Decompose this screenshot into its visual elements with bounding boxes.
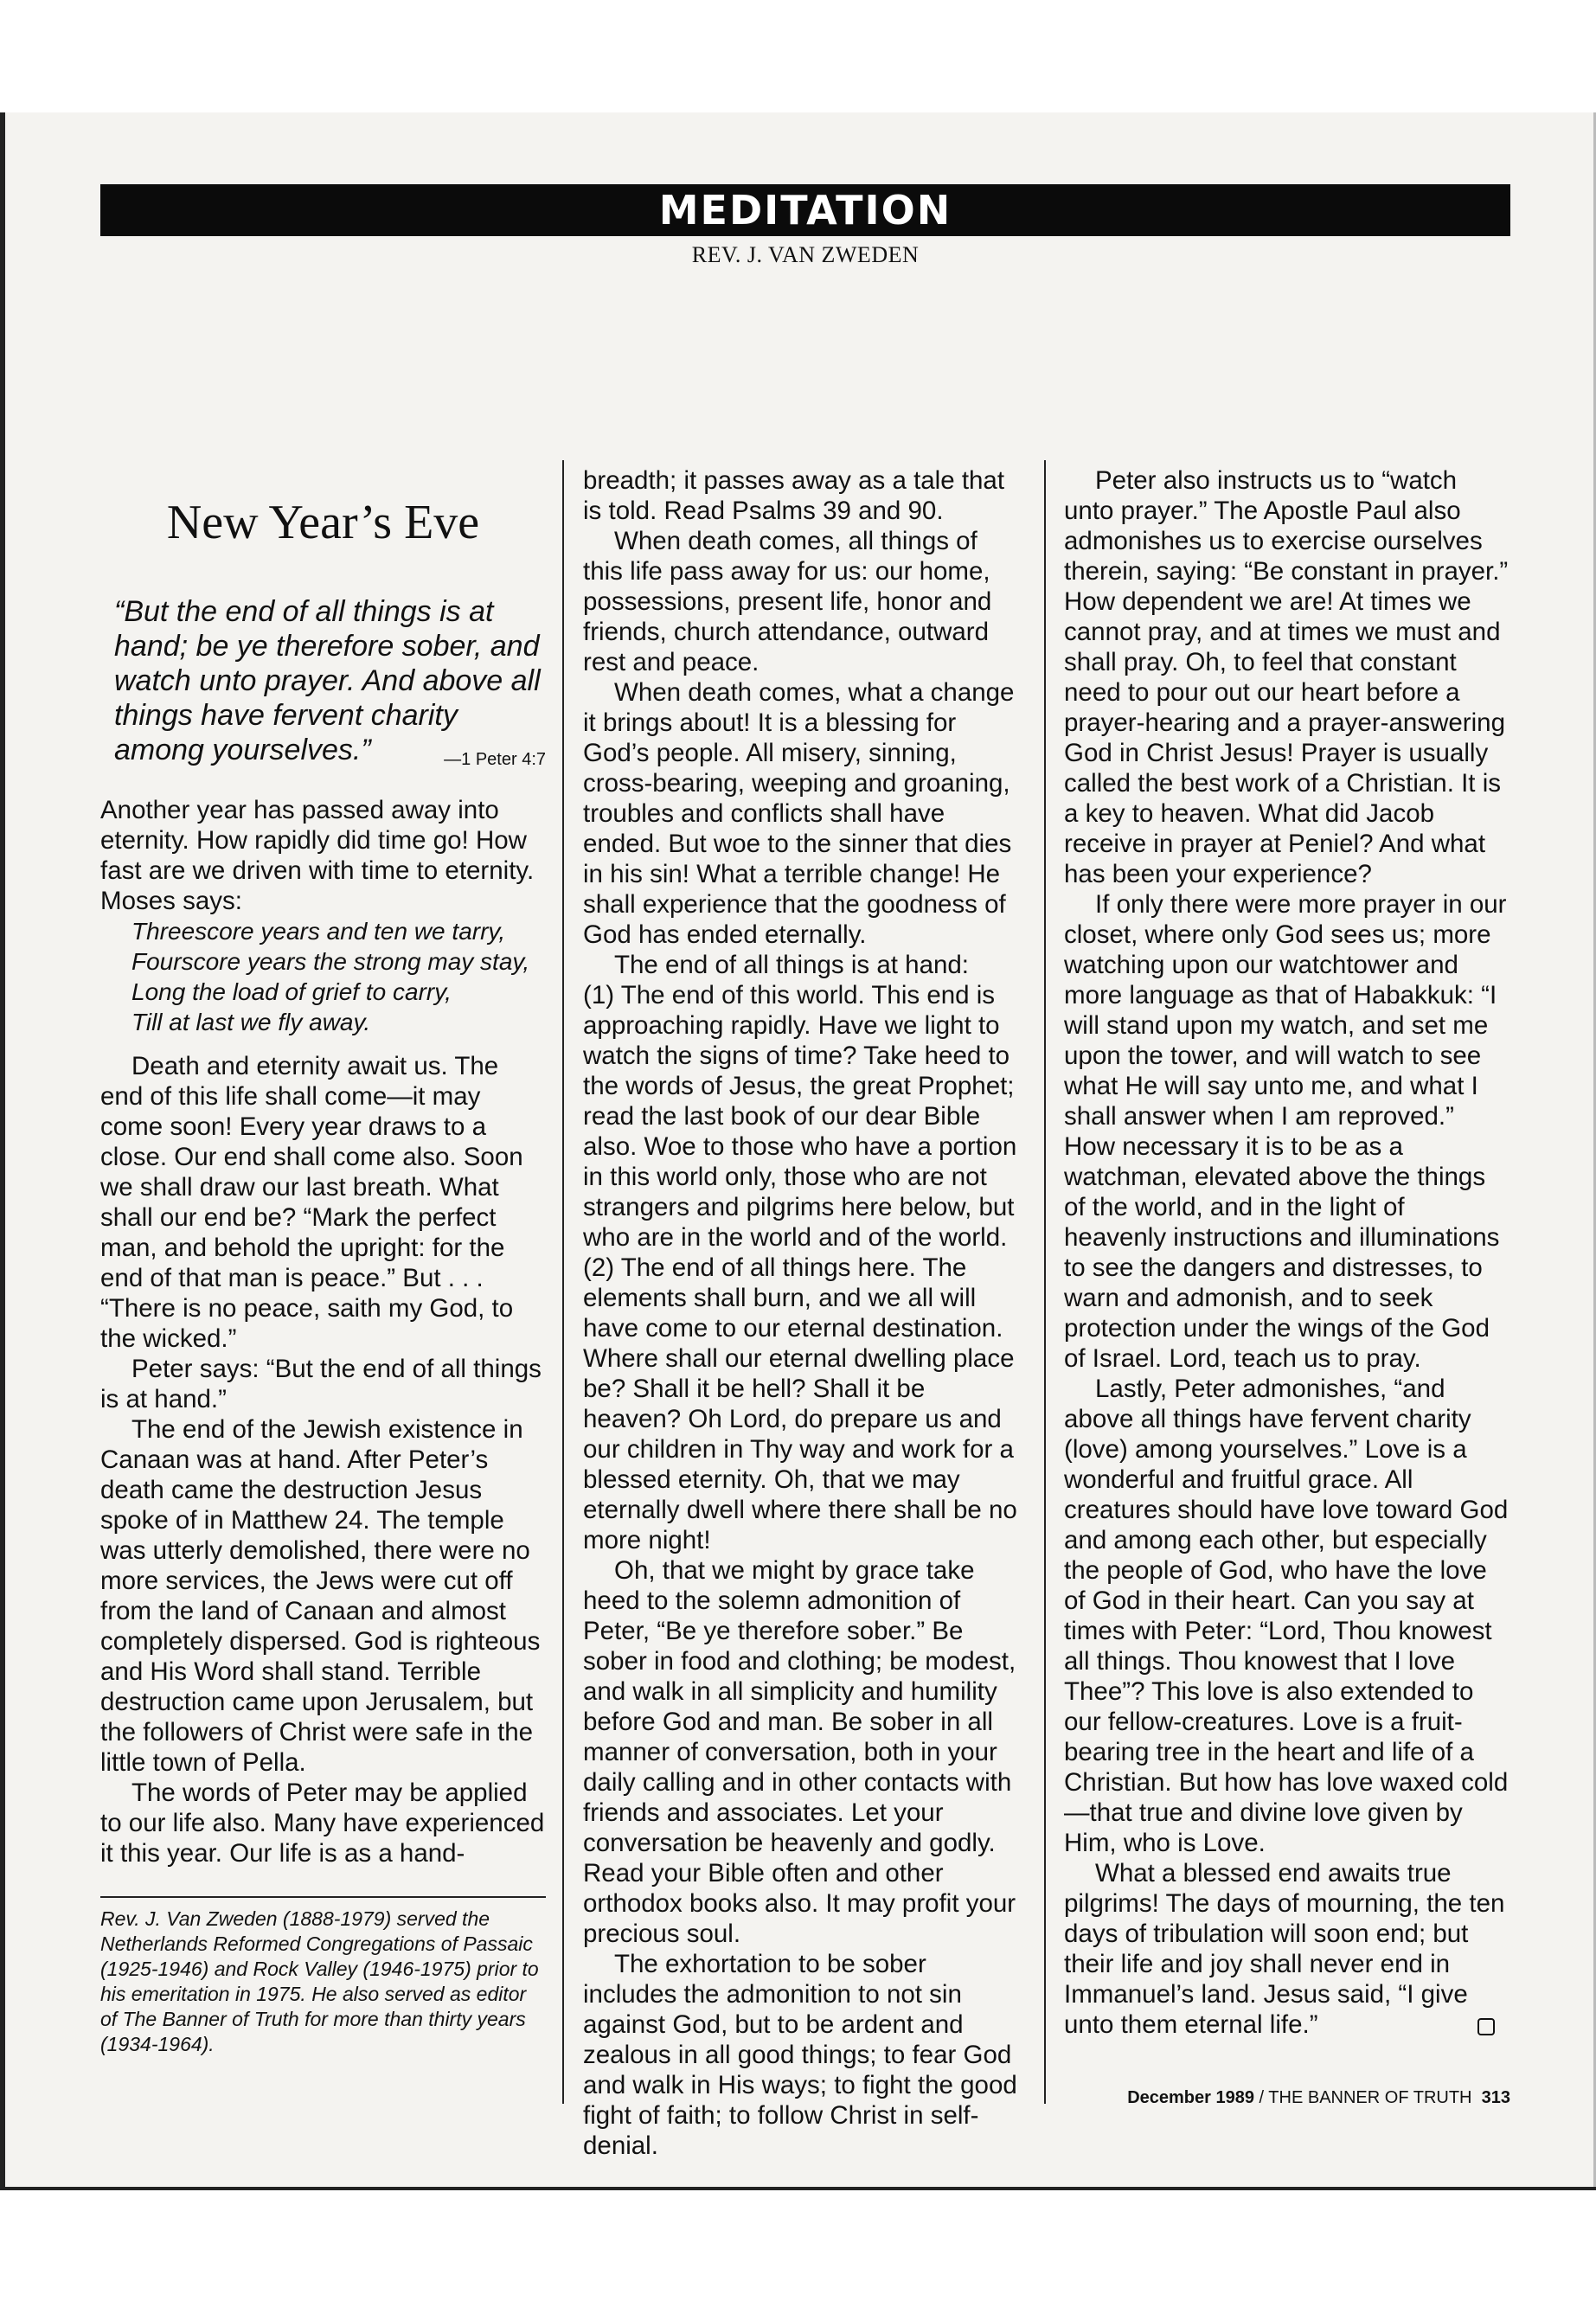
page-footer xyxy=(952,2088,1510,2108)
paragraph: When death comes, what a change it brings about! It is a blessing for God’s people. All misery, sinning, cross-bearing, weeping and groaning, troubles and conflicts shall have ended. But woe to the sinner that dies in his sin! What a terrible change! He shall experience that the goodness of God has ended eternally. xyxy=(583,678,1015,949)
paragraph: The end of all things is at hand: xyxy=(614,951,969,979)
column-3 xyxy=(1064,465,1510,2040)
paragraph-text: What a blessed end awaits true pilgrims! The days of mourning, the ten days of tribulation will soon end; but their life and joy shall never end in Immanuel’s land. Jesus said, “I give unto them eternal life.” xyxy=(1064,1859,1505,2039)
poem-quote xyxy=(131,916,546,1037)
footer-date: December 1989 xyxy=(1127,2088,1254,2107)
footnote-divider xyxy=(100,1896,546,1898)
poem-line: Long the load of grief to carry, xyxy=(131,978,452,1005)
footer-separator: / xyxy=(1253,2088,1269,2107)
paragraph: Oh, that we might by grace take heed to the solemn admonition of Peter, “Be ye therefore sober.” Be sober in food and clothing; be modest, and walk in all simplicity and humility before God and man. Be sober in all manner of conversation, both in your daily calling and in other contacts with friends and associates. Let your conversation be heavenly and godly. Read your Bible often and other orthodox books also. It may profit your precious soul. xyxy=(583,1556,1016,1948)
paragraph-last xyxy=(1064,1858,1510,2040)
page-bottom-margin xyxy=(0,2190,1596,2301)
article-title: New Year’s Eve xyxy=(166,496,480,549)
page-left-edge xyxy=(0,112,5,2189)
footer-publication: THE BANNER OF TRUTH xyxy=(1268,2088,1472,2107)
page-top-margin xyxy=(0,0,1596,112)
paragraph: The exhortation to be sober includes the admonition to not sin against God, but to be ardent and zealous in all good things; to fear God and walk in His ways; to fight the good fight of faith; to follow Christ in self-denial. xyxy=(583,1950,1017,2160)
footer-page-number: 313 xyxy=(1481,2088,1510,2107)
section-banner: MEDITATION xyxy=(100,184,1510,236)
column-divider xyxy=(1044,460,1046,2104)
poem-line: Till at last we fly away. xyxy=(131,1009,371,1035)
paragraph: The end of the Jewish existence in Canaan was at hand. After Peter’s death came the destruction Jesus spoke of in Matthew 24. The temple was utterly demolished, there were no more services, the Jews were cut off from the land of Canaan and almost completely dispersed. God is righteous and His Word shall stand. Terrible destruction came upon Jerusalem, but the followers of Christ were safe in the little town of Pella. xyxy=(100,1415,541,1777)
paragraph: Peter says: “But the end of all things is at hand.” xyxy=(100,1355,542,1413)
paragraph: If only there were more prayer in our closet, where only God sees us; more watching upon our watchtower and more language as that of Habakkuk: “I will stand upon my watch, and set me upon the tower, and will watch to see what He will say unto me, and what I shall answer when I am reproved.” How necessary it is to be as a watchman, elevated above the things of the world, and in the light of heavenly instructions and illuminations to see the dangers and distresses, to warn and admonish, and to seek protection under the wings of the God of Israel. Lord, teach us to pray. xyxy=(1064,890,1507,1373)
author-footnote: Rev. J. Van Zweden (1888-1979) served the Netherlands Reformed Congregations of Passaic (1925-1946) and Rock Valley (1946-1975) prior to his emeritation in 1975. He also served as editor of The Banner of Truth for more than thirty years (1934-1964). xyxy=(100,1907,539,2055)
epigraph: “But the end of all things is at hand; be ye therefore sober, and watch unto prayer. And above all things have fervent charity among yourselves.” xyxy=(114,595,541,766)
paragraph: Death and eternity await us. The end of this life shall come—it may come soon! Every year draws to a close. Our end shall come also. Soon we shall draw our last breath. What shall our end be? “Mark the perfect man, and behold the upright: for the end of that man is peace.” But . . . “There is no peace, saith my God, to the wicked.” xyxy=(100,1052,523,1353)
paragraph: When death comes, all things of this life pass away for us: our home, possessions, present life, honor and friends, church attendance, outward rest and peace. xyxy=(583,527,992,676)
poem-line: Fourscore years the strong may stay, xyxy=(131,948,530,975)
column-2 xyxy=(583,465,1018,2161)
paragraph: Lastly, Peter admonishes, “and above all things have fervent charity (love) among yourselves.” Love is a wonderful and fruitful grace. All creatures should have love toward God and among each other, but especially the people of God, who have the love of God in their heart. Can you say at times with Peter: “Lord, Thou knowest all things. Thou knowest that I love Thee”? This love is also extended to our fellow-creatures. Love is a fruit-bearing tree in the heart and life of a Christian. But how has love waxed cold—that true and divine love given by Him, who is Love. xyxy=(1064,1375,1509,1857)
column-divider xyxy=(562,460,564,2104)
paragraph: The words of Peter may be applied to our life also. Many have experienced it this year. Our life is as a hand- xyxy=(100,1779,545,1868)
column-1 xyxy=(100,467,546,2057)
epigraph-citation: —1 Peter 4:7 xyxy=(444,750,546,769)
paragraph: (1) The end of this world. This end is approaching rapidly. Have we light to watch the signs of time? Take heed to the words of Jesus, the great Prophet; read the last book of our dear Bible also. Woe to those who have a portion in this world only, those who are not strangers and pilgrims here below, but who are in the world and of the world. xyxy=(583,981,1017,1252)
author-byline: REV. J. VAN ZWEDEN xyxy=(691,242,920,267)
end-mark-icon xyxy=(1477,2018,1495,2035)
paragraph: (2) The end of all things here. The elements shall burn, and we all will have come to our eternal destination. Where shall our eternal dwelling place be? Shall it be hell? Shall it be heaven? Oh Lord, do prepare us and our children in Thy way and work for a blessed eternity. Oh, that we may eternally dwell where there shall be no more night! xyxy=(583,1253,1017,1554)
poem-line: Threescore years and ten we tarry, xyxy=(131,918,506,945)
paragraph: Another year has passed away into eternity. How rapidly did time go! How fast are we driven with time to eternity. Moses says: xyxy=(100,796,535,915)
paragraph: breadth; it passes away as a tale that is told. Read Psalms 39 and 90. xyxy=(583,466,1005,525)
paragraph: Peter also instructs us to “watch unto prayer.” The Apostle Paul also admonishes us to exercise ourselves therein, saying: “Be constant in prayer.” How dependent we are! At times we cannot pray, and at times we must and shall pray. Oh, to feel that constant need to pour out our heart before a prayer-hearing and a prayer-answering God in Christ Jesus! Prayer is usually called the best work of a Christian. It is a key to heaven. What did Jacob receive in prayer at Peniel? And what has been your experience? xyxy=(1064,466,1509,888)
